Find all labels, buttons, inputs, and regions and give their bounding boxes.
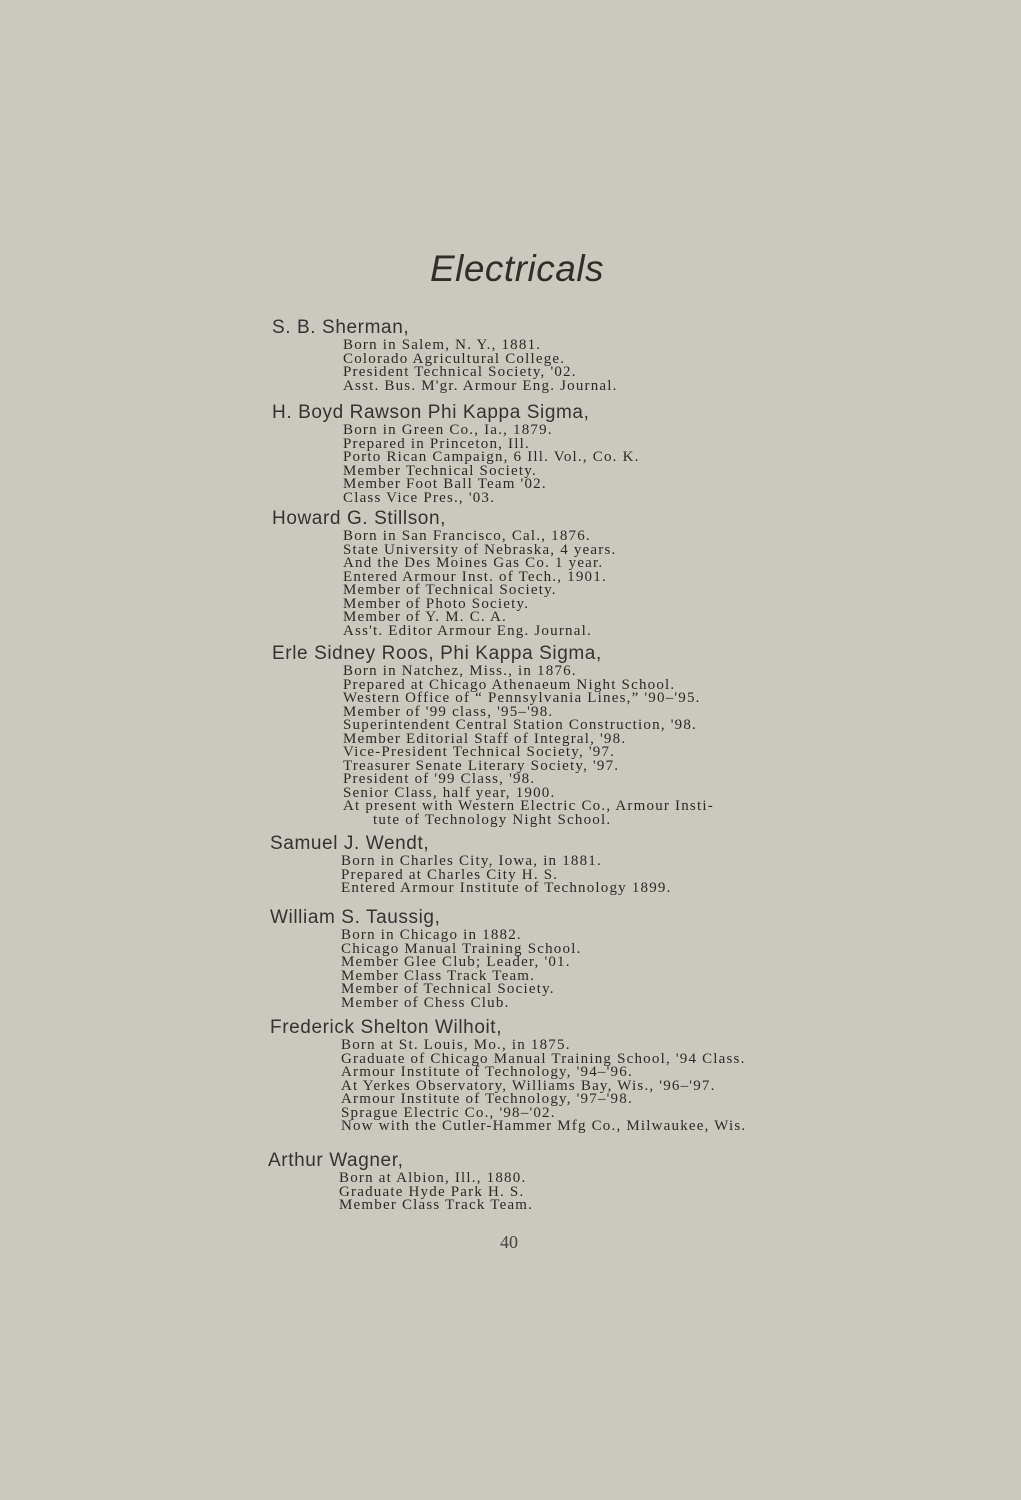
detail-line: Member Editorial Staff of Integral, '98. bbox=[343, 730, 627, 747]
detail-line: Prepared in Princeton, Ill. bbox=[343, 435, 530, 452]
entry-name: Erle Sidney Roos, Phi Kappa Sigma, bbox=[272, 643, 602, 664]
entry-details bbox=[343, 530, 992, 638]
entry-details bbox=[341, 1039, 990, 1134]
entry bbox=[272, 317, 992, 393]
entry-details bbox=[341, 929, 990, 1010]
entry-details bbox=[343, 339, 992, 393]
entry bbox=[272, 402, 992, 505]
detail-line: Ass't. Editor Armour Eng. Journal. bbox=[343, 622, 592, 639]
detail-line: Member of Y. M. C. A. bbox=[343, 609, 507, 625]
detail-line: Superintendent Central Station Construction, '98. bbox=[343, 717, 697, 733]
detail-line: Member Technical Society. bbox=[343, 462, 537, 479]
entry-name: William S. Taussig, bbox=[270, 907, 441, 928]
entry-details bbox=[343, 424, 992, 505]
detail-line: Graduate of Chicago Manual Training School, '94 Class. bbox=[341, 1050, 746, 1067]
detail-line: Senior Class, half year, 1900. bbox=[343, 784, 556, 801]
entry-name: Samuel J. Wendt, bbox=[270, 833, 430, 854]
detail-line: Armour Institute of Technology, '97–'98. bbox=[341, 1091, 633, 1107]
detail-line: Born at Albion, Ill., 1880. bbox=[339, 1170, 527, 1186]
detail-line: Entered Armour Inst. of Tech., 1901. bbox=[343, 568, 607, 585]
detail-line: Armour Institute of Technology, '94–'96. bbox=[341, 1064, 633, 1080]
detail-line: Member Class Track Team. bbox=[339, 1197, 534, 1213]
entry bbox=[268, 1150, 988, 1213]
entry-name: H. Boyd Rawson Phi Kappa Sigma, bbox=[272, 402, 590, 423]
detail-line: Member Class Track Team. bbox=[341, 967, 536, 984]
detail-line: Treasurer Senate Literary Society, '97. bbox=[343, 757, 620, 774]
detail-line: Born in Chicago in 1882. bbox=[341, 927, 522, 943]
entry bbox=[272, 643, 992, 827]
detail-line: Graduate Hyde Park H. S. bbox=[339, 1183, 525, 1200]
detail-line: Prepared at Chicago Athenaeum Night School. bbox=[343, 676, 676, 693]
detail-line: Member of Photo Society. bbox=[343, 595, 530, 612]
detail-line: Now with the Cutler-Hammer Mfg Co., Milwaukee, Wis. bbox=[341, 1118, 747, 1134]
entry bbox=[270, 833, 990, 896]
detail-line: Born in Natchez, Miss., in 1876. bbox=[343, 663, 577, 679]
detail-line: Born at St. Louis, Mo., in 1875. bbox=[341, 1037, 571, 1053]
detail-line: Born in Green Co., Ia., 1879. bbox=[343, 422, 553, 438]
entry-name: Arthur Wagner, bbox=[268, 1150, 404, 1171]
page-number: 40 bbox=[500, 1232, 518, 1252]
detail-line: Class Vice Pres., '03. bbox=[343, 489, 496, 506]
detail-line: Prepared at Charles City H. S. bbox=[341, 866, 559, 883]
detail-line: President Technical Society, '02. bbox=[343, 364, 577, 380]
detail-line: Member of Technical Society. bbox=[343, 582, 557, 598]
entry bbox=[272, 508, 992, 638]
entry-details bbox=[341, 855, 990, 896]
detail-line: Chicago Manual Training School. bbox=[341, 940, 582, 957]
detail-line: Born in Salem, N. Y., 1881. bbox=[343, 337, 542, 353]
entry-name: Frederick Shelton Wilhoit, bbox=[270, 1017, 503, 1038]
detail-line: Member Glee Club; Leader, '01. bbox=[341, 954, 571, 970]
detail-line: Born in Charles City, Iowa, in 1881. bbox=[341, 853, 602, 869]
detail-line: Colorado Agricultural College. bbox=[343, 350, 566, 367]
detail-line: And the Des Moines Gas Co. 1 year. bbox=[343, 555, 604, 571]
page-title: Electricals bbox=[429, 248, 605, 289]
detail-line: State University of Nebraska, 4 years. bbox=[343, 541, 617, 558]
detail-line: Porto Rican Campaign, 6 Ill. Vol., Co. K. bbox=[343, 449, 640, 465]
detail-line: Member of Technical Society. bbox=[341, 981, 555, 997]
detail-line: Member Foot Ball Team '02. bbox=[343, 476, 547, 492]
entry-name: Howard G. Stillson, bbox=[272, 508, 447, 529]
detail-line: Western Office of “ Pennsylvania Lines,” '90–'95. bbox=[343, 690, 701, 706]
entry-name: S. B. Sherman, bbox=[272, 317, 410, 338]
entry bbox=[270, 1017, 990, 1134]
detail-line: Entered Armour Institute of Technology 1899. bbox=[341, 880, 672, 896]
detail-line: Member of '99 class, '95–'98. bbox=[343, 703, 554, 720]
detail-line: At present with Western Electric Co., Armour Insti- bbox=[343, 798, 714, 814]
detail-line: Asst. Bus. M'gr. Armour Eng. Journal. bbox=[343, 377, 618, 394]
detail-line: Born in San Francisco, Cal., 1876. bbox=[343, 528, 591, 544]
detail-line: Vice-President Technical Society, '97. bbox=[343, 744, 616, 760]
entry bbox=[270, 907, 990, 1010]
detail-line: President of '99 Class, '98. bbox=[343, 771, 536, 787]
entry-details bbox=[343, 665, 992, 827]
detail-line: Sprague Electric Co., '98–'02. bbox=[341, 1104, 556, 1121]
entry-details bbox=[339, 1172, 988, 1213]
detail-line: tute of Technology Night School. bbox=[373, 811, 612, 828]
detail-line: Member of Chess Club. bbox=[341, 994, 510, 1011]
detail-line: At Yerkes Observatory, Williams Bay, Wis., '96–'97. bbox=[341, 1077, 716, 1094]
